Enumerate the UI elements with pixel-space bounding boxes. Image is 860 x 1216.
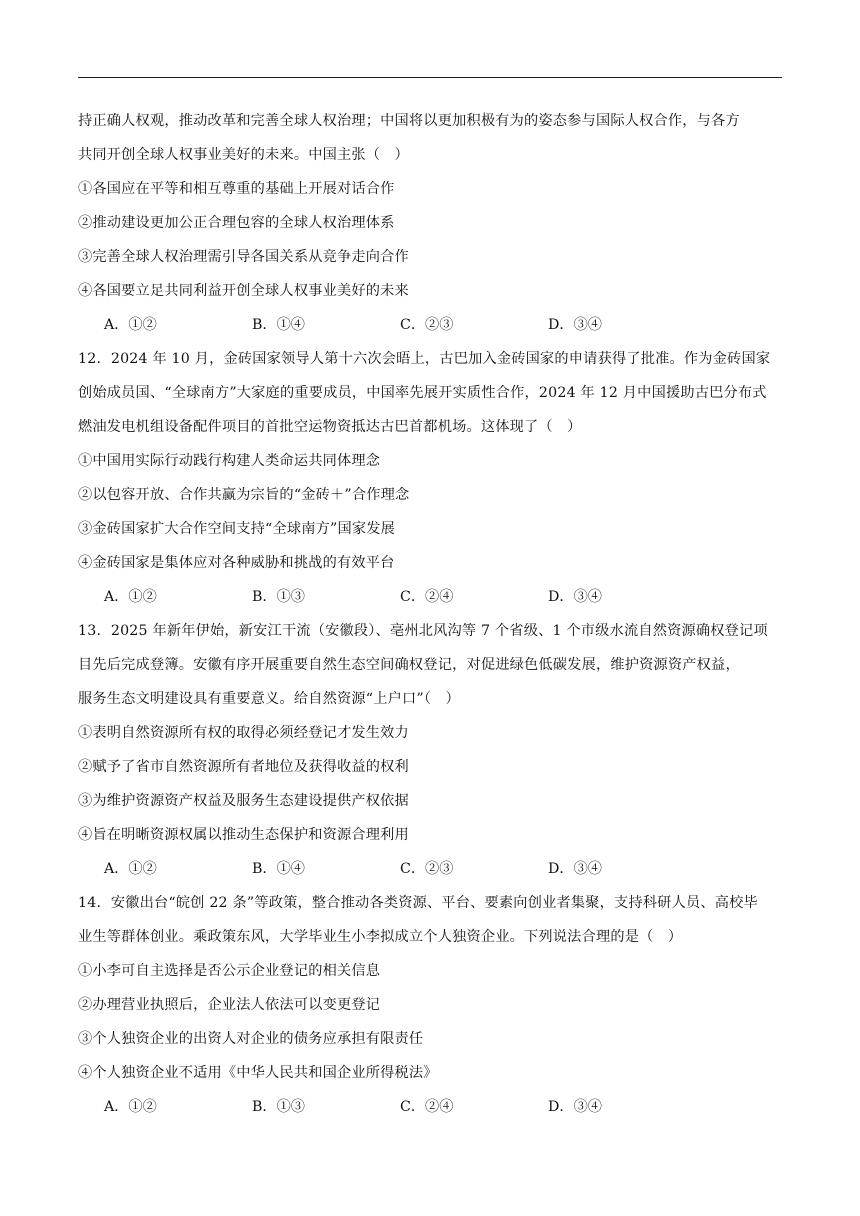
statement-2: ②以包容开放、合作共赢为宗旨的“金砖＋”合作理念	[78, 487, 410, 503]
statement-1: ①中国用实际行动践行构建人类命运共同体理念	[78, 453, 381, 469]
answer-options	[78, 308, 782, 342]
statement-1: ①表明自然资源所有权的取得必须经登记才发生效力	[78, 725, 409, 741]
statement-2: ②办理营业执照后，企业法人依法可以变更登记	[78, 997, 381, 1013]
statement-3: ③为维护资源资产权益及服务生态建设提供产权依据	[78, 793, 409, 809]
question-11	[78, 104, 782, 342]
statement-4: ④旨在明晰资源权属以推动生态保护和资源合理利用	[78, 827, 409, 843]
statement-4: ④各国要立足共同利益开创全球人权事业美好的未来	[78, 283, 409, 299]
question-stem-line: 目先后完成登簿。安徽有序开展重要自然生态空间确权登记，对促进绿色低碳发展，维护资源资产权益，	[78, 657, 740, 673]
question-stem-line: 服务生态文明建设具有重要意义。给自然资源“上户口”（ ）	[78, 691, 460, 707]
option-b: B．①④	[252, 861, 305, 877]
question-stem-line: 创始成员国、“全球南方”大家庭的重要成员，中国率先展开实质性合作，2024 年 12 月中国援助古巴分布式	[78, 385, 767, 401]
statement-2: ②推动建设更加公正合理包容的全球人权治理体系	[78, 215, 395, 231]
option-d: D．③④	[548, 317, 602, 333]
question-stem-line: 14．安徽出台“皖创 22 条”等政策，整合推动各类资源、平台、要素向创业者集聚，支持科研人员、高校毕	[78, 895, 758, 911]
option-c: C．②④	[400, 589, 454, 605]
question-stem-line: 燃油发电机组设备配件项目的首批空运物资抵达古巴首都机场。这体现了（ ）	[78, 419, 582, 435]
statement-3: ③金砖国家扩大合作空间支持“全球南方”国家发展	[78, 521, 396, 537]
option-c: C．②④	[400, 1099, 454, 1115]
statement-4: ④个人独资企业不适用《中华人民共和国企业所得税法》	[78, 1065, 438, 1081]
question-stem-line: 13．2025 年新年伊始，新安江干流（安徽段）、亳州北风沟等 7 个省级、1 个市级水流自然资源确权登记项	[78, 623, 768, 639]
option-b: B．①④	[252, 317, 305, 333]
option-a: A．①②	[104, 1099, 157, 1115]
answer-options	[78, 852, 782, 886]
question-12	[78, 342, 782, 614]
option-d: D．③④	[548, 589, 602, 605]
option-a: A．①②	[104, 589, 157, 605]
statement-2: ②赋予了省市自然资源所有者地位及获得收益的权利	[78, 759, 409, 775]
option-b: B．①③	[252, 589, 305, 605]
question-stem-line: 12．2024 年 10 月，金砖国家领导人第十六次会晤上，古巴加入金砖国家的申请获得了批准。作为金砖国家	[78, 351, 771, 367]
statement-1: ①小李可自主选择是否公示企业登记的相关信息	[78, 963, 381, 979]
statement-3: ③完善全球人权治理需引导各国关系从竞争走向合作	[78, 249, 409, 265]
option-a: A．①②	[104, 317, 157, 333]
option-c: C．②③	[400, 861, 454, 877]
statement-3: ③个人独资企业的出资人对企业的债务应承担有限责任	[78, 1031, 424, 1047]
question-stem-line: 共同开创全球人权事业美好的未来。中国主张（ ）	[78, 147, 409, 163]
answer-options	[78, 580, 782, 614]
option-c: C．②③	[400, 317, 454, 333]
answer-options	[78, 1090, 782, 1124]
statement-4: ④金砖国家是集体应对各种威胁和挑战的有效平台	[78, 555, 395, 571]
statement-1: ①各国应在平等和相互尊重的基础上开展对话合作	[78, 181, 395, 197]
question-14	[78, 886, 782, 1124]
question-13	[78, 614, 782, 886]
option-d: D．③④	[548, 861, 602, 877]
header-rule	[78, 77, 782, 78]
option-d: D．③④	[548, 1099, 602, 1115]
question-page	[78, 104, 782, 1124]
question-stem-line: 持正确人权观，推动改革和完善全球人权治理；中国将以更加积极有为的姿态参与国际人权合作，与各方	[78, 113, 740, 129]
option-a: A．①②	[104, 861, 157, 877]
option-b: B．①③	[252, 1099, 305, 1115]
question-stem-line: 业生等群体创业。乘政策东风，大学毕业生小李拟成立个人独资企业。下列说法合理的是（ ）	[78, 929, 683, 945]
